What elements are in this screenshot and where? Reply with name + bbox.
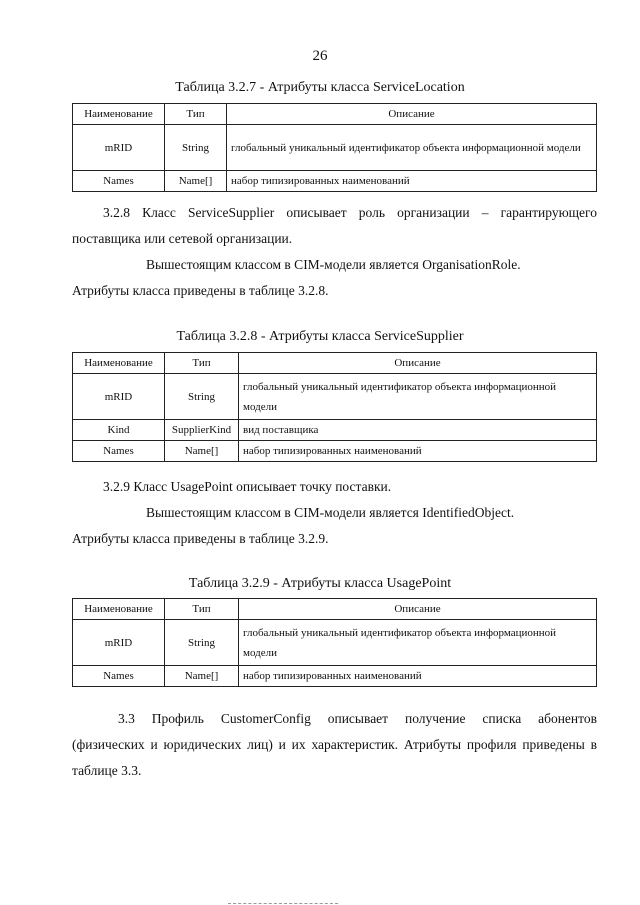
- cell-name: Names: [73, 666, 165, 687]
- cell-description: глобальный уникальный идентификатор объекта информационной модели: [239, 374, 597, 420]
- cell-type: SupplierKind: [165, 420, 239, 441]
- table-3-2-7: [72, 103, 597, 192]
- cell-type: String: [165, 125, 227, 171]
- header-name: Наименование: [73, 104, 165, 125]
- section-3-3-line-3: таблице 3.3.: [72, 763, 142, 778]
- section-3-2-8-line-2: поставщика или сетевой организации.: [72, 231, 293, 246]
- table-header-row: [73, 353, 597, 374]
- cell-description: глобальный уникальный идентификатор объекта информационной модели: [227, 125, 597, 171]
- cell-name: mRID: [73, 620, 165, 666]
- scan-edge-divider: [228, 903, 338, 904]
- table-3-2-9: [72, 598, 597, 687]
- header-description: Описание: [239, 353, 597, 374]
- section-3-2-9-line-2: Вышестоящим классом в CIM-модели является IdentifiedObject.: [146, 505, 515, 520]
- table-row: [73, 620, 597, 666]
- header-description: Описание: [227, 104, 597, 125]
- table-row: [73, 420, 597, 441]
- table-3-2-8-caption: Таблица 3.2.8 - Атрибуты класса ServiceSupplier: [176, 329, 464, 344]
- cell-description: глобальный уникальный идентификатор объекта информационной модели: [239, 620, 597, 666]
- cell-name: mRID: [73, 374, 165, 420]
- cell-description: вид поставщика: [239, 420, 597, 441]
- cell-description: набор типизированных наименований: [239, 441, 597, 462]
- section-3-2-8-line-3: Вышестоящим классом в CIM-модели является OrganisationRole.: [146, 257, 521, 272]
- table-header-row: [73, 599, 597, 620]
- header-name: Наименование: [73, 599, 165, 620]
- section-3-2-9-line-3: Атрибуты класса приведены в таблице 3.2.9.: [72, 531, 329, 546]
- cell-type: Name[]: [165, 441, 239, 462]
- cell-description: набор типизированных наименований: [227, 171, 597, 192]
- table-row: [73, 171, 597, 192]
- cell-type: String: [165, 374, 239, 420]
- cell-type: Name[]: [165, 666, 239, 687]
- section-3-2-9-line-1: 3.2.9 Класс UsagePoint описывает точку поставки.: [103, 479, 392, 494]
- section-3-3-line-1: 3.3 Профиль CustomerConfig описывает получение списка абонентов: [118, 711, 597, 726]
- header-type: Тип: [165, 104, 227, 125]
- table-row: [73, 441, 597, 462]
- section-3-2-8-line-1: 3.2.8 Класс ServiceSupplier описывает роль организации – гарантирующего: [103, 205, 597, 220]
- table-3-2-8: [72, 352, 597, 462]
- header-description: Описание: [239, 599, 597, 620]
- table-header-row: [73, 104, 597, 125]
- cell-type: Name[]: [165, 171, 227, 192]
- cell-name: Kind: [73, 420, 165, 441]
- table-3-2-7-caption: Таблица 3.2.7 - Атрибуты класса ServiceLocation: [175, 80, 465, 95]
- cell-name: Names: [73, 441, 165, 462]
- table-3-2-9-caption: Таблица 3.2.9 - Атрибуты класса UsagePoint: [188, 576, 452, 591]
- header-type: Тип: [165, 353, 239, 374]
- section-3-2-8-line-4: Атрибуты класса приведены в таблице 3.2.8.: [72, 283, 329, 298]
- page-number: 26: [312, 48, 328, 64]
- header-type: Тип: [165, 599, 239, 620]
- section-3-3-line-2: (физических и юридических лиц) и их характеристик. Атрибуты профиля приведены в: [72, 737, 597, 752]
- cell-type: String: [165, 620, 239, 666]
- table-row: [73, 666, 597, 687]
- cell-description: набор типизированных наименований: [239, 666, 597, 687]
- header-name: Наименование: [73, 353, 165, 374]
- cell-name: mRID: [73, 125, 165, 171]
- table-row: [73, 125, 597, 171]
- table-row: [73, 374, 597, 420]
- cell-name: Names: [73, 171, 165, 192]
